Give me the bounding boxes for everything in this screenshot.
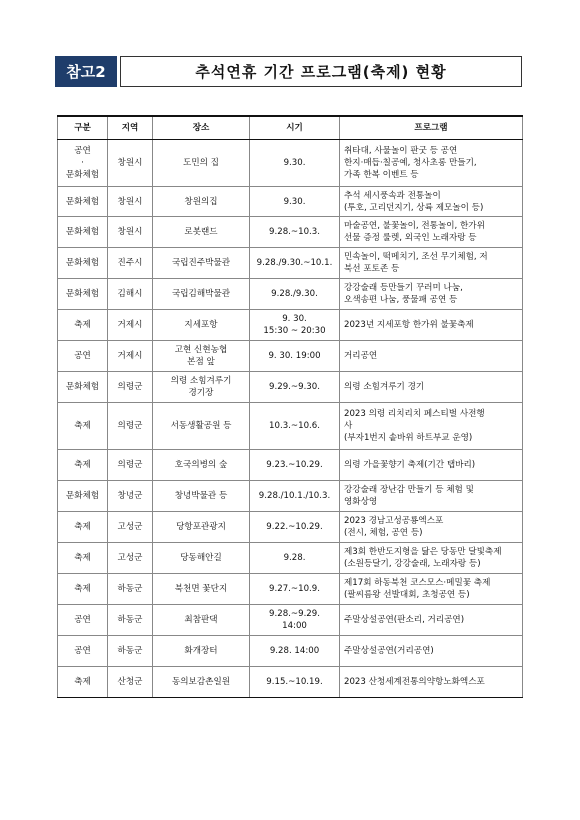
cell-category: 공연 bbox=[74, 351, 91, 361]
table-cell bbox=[250, 636, 340, 667]
table-cell bbox=[250, 403, 340, 450]
table-cell bbox=[58, 543, 108, 574]
cell-region: 하동군 bbox=[117, 615, 143, 625]
cell-category: 문화체험 bbox=[65, 382, 100, 392]
table-cell bbox=[108, 187, 153, 217]
table-row bbox=[58, 248, 523, 279]
cell-program: 민속놀이, 떡메치기, 조선 무기체험, 저 북선 포토존 등 bbox=[344, 252, 488, 274]
table-row bbox=[58, 310, 523, 341]
cell-program: 주말상설공연(거리공연) bbox=[344, 646, 434, 656]
table-row bbox=[58, 279, 523, 310]
table-row bbox=[58, 543, 523, 574]
cell-category: 공연 bbox=[74, 615, 91, 625]
table-cell bbox=[340, 481, 523, 512]
table-cell bbox=[250, 341, 340, 372]
cell-period: 9.28. bbox=[283, 553, 306, 563]
table-cell bbox=[108, 217, 153, 248]
table-cell bbox=[250, 605, 340, 636]
cell-program: 강강술래 장난감 만들기 등 체험 및 영화상영 bbox=[344, 485, 474, 507]
table-cell bbox=[58, 574, 108, 605]
table-cell bbox=[153, 450, 250, 481]
table-cell bbox=[153, 605, 250, 636]
table-cell bbox=[250, 248, 340, 279]
table-cell bbox=[340, 667, 523, 698]
table-cell bbox=[340, 372, 523, 403]
cell-period: 9.27.~10.9. bbox=[269, 584, 320, 594]
cell-program: 주말상설공연(판소리, 거리공연) bbox=[344, 615, 465, 625]
table-cell bbox=[58, 310, 108, 341]
cell-region: 창원시 bbox=[117, 158, 143, 168]
cell-region: 산청군 bbox=[117, 677, 143, 687]
table-cell bbox=[58, 341, 108, 372]
table-row bbox=[58, 341, 523, 372]
cell-category: 축제 bbox=[74, 421, 91, 431]
table-cell bbox=[58, 248, 108, 279]
cell-venue: 북천면 꽃단지 bbox=[174, 584, 228, 594]
table-cell bbox=[153, 279, 250, 310]
cell-category: 축제 bbox=[74, 553, 91, 563]
table-cell bbox=[153, 481, 250, 512]
table-cell bbox=[250, 310, 340, 341]
cell-venue: 당항포관광지 bbox=[176, 522, 226, 532]
table-cell bbox=[108, 636, 153, 667]
cell-program: 강강술래 등만들기 꾸러미 나눔, 오색송편 나눔, 풍물패 공연 등 bbox=[344, 283, 463, 305]
cell-region: 하동군 bbox=[117, 646, 143, 656]
cell-venue: 동의보감촌일원 bbox=[171, 677, 231, 687]
table-row bbox=[58, 372, 523, 403]
table-cell bbox=[153, 667, 250, 698]
table-cell bbox=[340, 543, 523, 574]
cell-region: 창원시 bbox=[117, 196, 143, 207]
table-row bbox=[58, 667, 523, 698]
table-cell bbox=[58, 279, 108, 310]
table-row bbox=[58, 605, 523, 636]
cell-category: 축제 bbox=[74, 460, 91, 470]
table-cell bbox=[58, 140, 108, 187]
cell-period: 9.28./9.30.~10.1. bbox=[256, 258, 333, 268]
table-cell bbox=[153, 341, 250, 372]
table-cell bbox=[108, 667, 153, 698]
cell-region: 창녕군 bbox=[117, 491, 143, 501]
table-cell bbox=[108, 605, 153, 636]
col-header-region: 지역 bbox=[108, 116, 153, 140]
cell-category: 축제 bbox=[74, 677, 91, 687]
table-row bbox=[58, 574, 523, 605]
cell-region: 거제시 bbox=[117, 351, 143, 361]
table-cell bbox=[340, 341, 523, 372]
cell-venue: 호국의병의 숲 bbox=[174, 460, 228, 470]
page-header bbox=[55, 56, 522, 87]
col-header-venue: 장소 bbox=[153, 116, 250, 140]
cell-program: 의령 소힘겨루기 경기 bbox=[344, 382, 425, 392]
table-cell bbox=[340, 605, 523, 636]
cell-period: 10.3.~10.6. bbox=[269, 421, 320, 431]
cell-region: 의령군 bbox=[117, 460, 143, 470]
cell-program: 제3회 한반도지형을 닮은 당동만 달빛축제 (소원등달기, 강강술래, 노래자랑 등) bbox=[344, 547, 502, 569]
cell-period: 9. 30. 19:00 bbox=[268, 351, 321, 361]
table-cell bbox=[340, 636, 523, 667]
cell-program: 추석 세시풍속과 전통놀이 (투호, 고리던지기, 상륙 제모놀이 등) bbox=[344, 190, 484, 213]
table-row bbox=[58, 450, 523, 481]
cell-venue: 국립진주박물관 bbox=[171, 258, 231, 268]
cell-program: 2023 경남고성공룡엑스포 (전시, 체험, 공연 등) bbox=[344, 516, 444, 538]
cell-period: 9. 30. 15:30 ~ 20:30 bbox=[263, 314, 326, 336]
table-cell bbox=[250, 481, 340, 512]
cell-period: 9.28. 14:00 bbox=[269, 646, 320, 656]
table-cell bbox=[58, 636, 108, 667]
table-cell bbox=[58, 605, 108, 636]
cell-venue: 창원의집 bbox=[184, 196, 218, 207]
cell-venue: 지세포항 bbox=[184, 320, 218, 330]
table-cell bbox=[108, 574, 153, 605]
cell-category: 문화체험 bbox=[65, 289, 100, 299]
table-cell bbox=[58, 512, 108, 543]
cell-category: 문화체험 bbox=[65, 196, 100, 207]
cell-program: 2023년 지세포항 한가위 불꽃축제 bbox=[344, 320, 474, 330]
cell-period: 9.28./10.1./10.3. bbox=[258, 491, 331, 501]
table-cell bbox=[340, 512, 523, 543]
cell-region: 진주시 bbox=[117, 258, 143, 268]
table-cell bbox=[58, 403, 108, 450]
cell-period: 9.23.~10.29. bbox=[266, 460, 323, 470]
table-row bbox=[58, 512, 523, 543]
table-cell bbox=[250, 217, 340, 248]
table-cell bbox=[58, 372, 108, 403]
table-cell bbox=[340, 248, 523, 279]
cell-program: 2023 산청세계전통의약항노화엑스포 bbox=[344, 677, 485, 687]
table-cell bbox=[153, 187, 250, 217]
cell-venue: 의령 소힘겨루기 경기장 bbox=[170, 376, 232, 398]
table-cell bbox=[250, 667, 340, 698]
table-cell bbox=[108, 248, 153, 279]
cell-venue: 창녕박물관 등 bbox=[174, 491, 228, 501]
cell-period: 9.28.~10.3. bbox=[269, 227, 320, 237]
table-cell bbox=[250, 140, 340, 187]
cell-region: 고성군 bbox=[117, 522, 143, 532]
table-row bbox=[58, 187, 523, 217]
cell-program: 2023 의령 리치리치 페스티벌 사전행 사 (부자1번지 솥바위 하트부교 운영) bbox=[344, 409, 485, 443]
cell-venue: 고현 신현농협 본점 앞 bbox=[174, 345, 228, 367]
table-row bbox=[58, 636, 523, 667]
table-cell bbox=[108, 341, 153, 372]
table-row bbox=[58, 403, 523, 450]
table-cell bbox=[153, 543, 250, 574]
table-cell bbox=[153, 372, 250, 403]
cell-venue: 로봇랜드 bbox=[184, 227, 218, 237]
cell-venue: 당동해안길 bbox=[180, 553, 222, 563]
table-cell bbox=[153, 248, 250, 279]
cell-region: 거제시 bbox=[117, 320, 143, 330]
cell-region: 김해시 bbox=[117, 289, 143, 299]
cell-venue: 서동생활공원 등 bbox=[170, 421, 232, 431]
table-cell bbox=[340, 217, 523, 248]
table-cell bbox=[108, 512, 153, 543]
cell-region: 고성군 bbox=[117, 553, 143, 563]
table-cell bbox=[153, 403, 250, 450]
table-cell bbox=[250, 512, 340, 543]
table-header-row bbox=[58, 116, 523, 140]
col-header-program: 프로그램 bbox=[340, 116, 523, 140]
table-cell bbox=[250, 543, 340, 574]
cell-category: 축제 bbox=[74, 320, 91, 330]
col-header-category: 구분 bbox=[58, 116, 108, 140]
cell-period: 9.15.~10.19. bbox=[266, 677, 323, 687]
table-row bbox=[58, 217, 523, 248]
cell-category: 축제 bbox=[74, 584, 91, 594]
table-cell bbox=[250, 187, 340, 217]
table-cell bbox=[108, 403, 153, 450]
table-cell bbox=[340, 187, 523, 217]
table-cell bbox=[58, 187, 108, 217]
table-cell bbox=[340, 450, 523, 481]
table-cell bbox=[153, 574, 250, 605]
table-cell bbox=[108, 481, 153, 512]
reference-badge: 참고2 bbox=[55, 56, 117, 87]
cell-program: 취타대, 사물놀이 판굿 등 공연 한지·매듭·칠공예, 청사초롱 만들기, 가족 한복 이벤트 등 bbox=[344, 146, 477, 180]
cell-period: 9.29.~9.30. bbox=[269, 382, 320, 392]
table-cell bbox=[153, 217, 250, 248]
cell-category: 축제 bbox=[74, 522, 91, 532]
cell-venue: 도민의 집 bbox=[183, 158, 219, 168]
table-row bbox=[58, 481, 523, 512]
table-cell bbox=[58, 217, 108, 248]
table-cell bbox=[108, 279, 153, 310]
cell-program: 거리공연 bbox=[344, 351, 378, 361]
table-cell bbox=[340, 140, 523, 187]
cell-category: 문화체험 bbox=[65, 227, 100, 237]
table-cell bbox=[108, 372, 153, 403]
cell-period: 9.22.~10.29. bbox=[266, 522, 323, 532]
cell-program: 의령 가을꽃향기 축제(기간 탭바리) bbox=[344, 460, 476, 470]
table-cell bbox=[153, 636, 250, 667]
table-cell bbox=[250, 279, 340, 310]
table-cell bbox=[340, 574, 523, 605]
cell-venue: 국립김해박물관 bbox=[171, 289, 231, 299]
table-cell bbox=[153, 512, 250, 543]
table-cell bbox=[108, 543, 153, 574]
table-row bbox=[58, 140, 523, 187]
table-cell bbox=[340, 279, 523, 310]
table-cell bbox=[58, 667, 108, 698]
table-cell bbox=[250, 574, 340, 605]
cell-venue: 최참판댁 bbox=[184, 615, 218, 625]
table-cell bbox=[340, 403, 523, 450]
table-cell bbox=[340, 310, 523, 341]
cell-program: 제17회 하동북천 코스모스·메밀꽃 축제 (팔씨름왕 선발대회, 초청공연 등) bbox=[344, 578, 491, 600]
cell-venue: 화개장터 bbox=[184, 646, 218, 656]
col-header-period: 시기 bbox=[250, 116, 340, 140]
table-cell bbox=[58, 450, 108, 481]
table-cell bbox=[108, 140, 153, 187]
cell-category: 공연 · 문화체험 bbox=[65, 146, 100, 180]
table-cell bbox=[153, 310, 250, 341]
table-cell bbox=[153, 140, 250, 187]
cell-category: 공연 bbox=[74, 646, 91, 656]
cell-region: 하동군 bbox=[117, 584, 143, 594]
table-cell bbox=[58, 481, 108, 512]
table-cell bbox=[108, 450, 153, 481]
cell-region: 의령군 bbox=[117, 421, 143, 431]
cell-period: 9.30. bbox=[283, 158, 306, 168]
cell-period: 9.28./9.30. bbox=[271, 289, 318, 299]
cell-period: 9.28.~9.29. 14:00 bbox=[269, 609, 320, 631]
page-title: 추석연휴 기간 프로그램(축제) 현황 bbox=[120, 56, 522, 87]
program-table bbox=[57, 115, 523, 698]
cell-period: 9.30. bbox=[283, 196, 306, 207]
table-cell bbox=[108, 310, 153, 341]
cell-region: 의령군 bbox=[117, 382, 143, 392]
cell-program: 마술공연, 불꽃놀이, 전통놀이, 한가위 선물 증정 룰렛, 외국인 노래자랑 등 bbox=[344, 221, 485, 243]
cell-region: 창원시 bbox=[117, 227, 143, 237]
cell-category: 문화체험 bbox=[65, 491, 100, 501]
table-cell bbox=[250, 450, 340, 481]
cell-category: 문화체험 bbox=[65, 258, 100, 268]
table-cell bbox=[250, 372, 340, 403]
